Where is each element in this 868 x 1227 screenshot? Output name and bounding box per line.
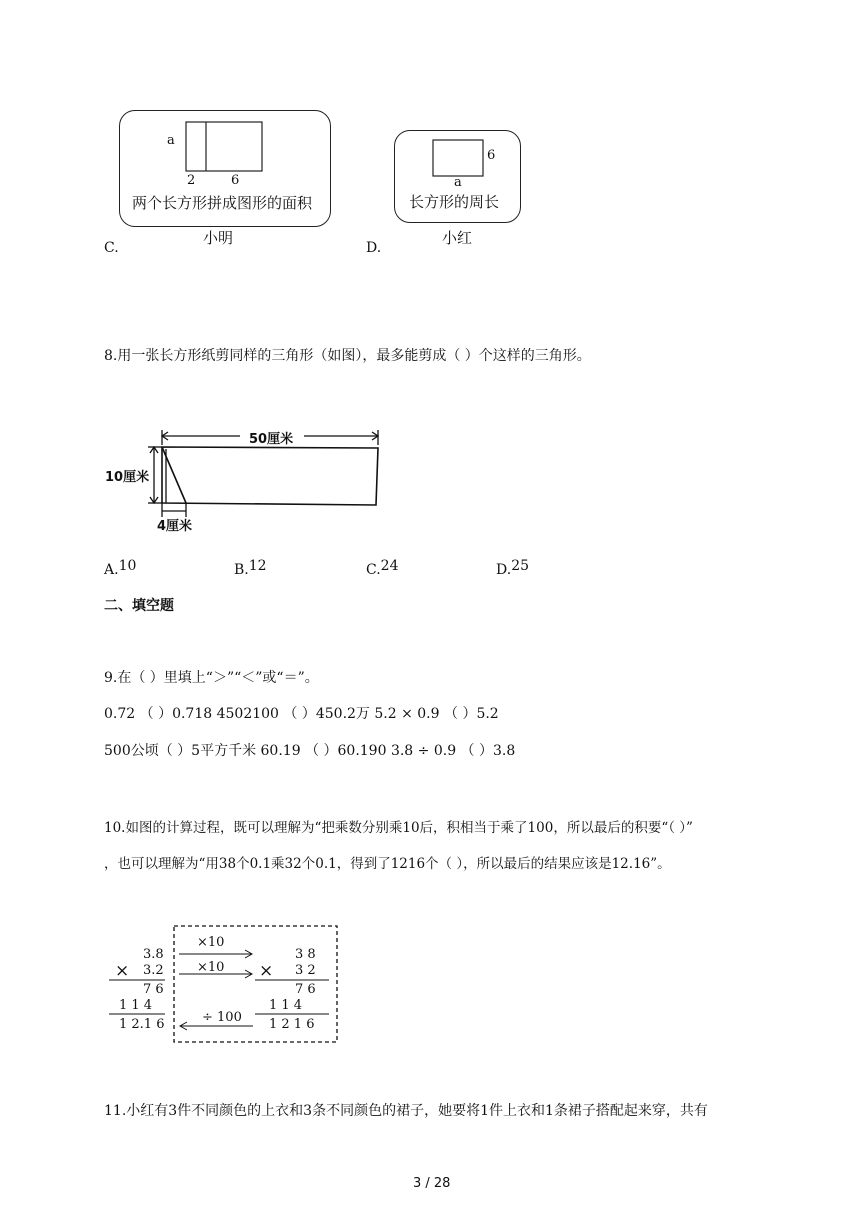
option-d-box <box>394 130 521 223</box>
question-9-line-1: 0.72 （ ）0.718 4502100 （ ）450.2万 5.2 × 0.9 （ ）5.2 <box>104 706 499 722</box>
right-partial-2: 1 1 4 <box>269 998 303 1013</box>
person-xiaoming: 小明 <box>203 229 234 247</box>
arrow-label-times-10-b: ×10 <box>197 960 225 975</box>
option-d-item[interactable] <box>496 558 530 578</box>
section-title: 二、填空题 <box>104 598 174 614</box>
height-label-6: 6 <box>487 148 496 163</box>
option-b-item[interactable] <box>234 558 267 578</box>
left-multiplier: 3.2 <box>143 963 164 978</box>
option-value: 10 <box>118 558 137 574</box>
left-partial-2: 1 1 4 <box>119 998 153 1013</box>
arrow-label-times-10-a: ×10 <box>197 935 225 950</box>
right-product: 1 2 1 6 <box>269 1017 315 1032</box>
option-c-item[interactable] <box>366 558 399 578</box>
left-partial-1: 7 6 <box>143 982 164 997</box>
left-product: 1 2.1 6 <box>119 1017 165 1032</box>
question-8-text: 8.用一张长方形纸剪同样的三角形（如图），最多能剪成（ ）个这样的三角形。 <box>104 348 591 364</box>
option-d-letter: D. <box>366 240 382 256</box>
option-letter: D. <box>496 562 512 578</box>
base-label: 4厘米 <box>157 519 193 534</box>
option-c-box <box>119 110 331 227</box>
page-number: 3 / 28 <box>413 1176 451 1191</box>
question-9-text: 9.在（ ）里填上“＞”“＜”或“＝”。 <box>104 670 319 686</box>
side-label-a: a <box>167 133 175 148</box>
option-letter: B. <box>234 562 249 578</box>
caption-c: 两个长方形拼成图形的面积 <box>132 194 313 212</box>
width-label-6: 6 <box>231 173 240 188</box>
right-times-sign: × <box>259 961 274 981</box>
right-partial-1: 7 6 <box>295 982 316 997</box>
option-letter: A. <box>104 562 119 578</box>
option-a-item[interactable] <box>104 558 137 578</box>
option-value: 25 <box>511 558 530 574</box>
height-label: 10厘米 <box>105 470 150 485</box>
width-label-2: 2 <box>187 173 196 188</box>
left-times-sign: × <box>115 961 130 981</box>
question-11-text: 11.小红有3件不同颜色的上衣和3条不同颜色的裙子，她要将1件上衣和1条裙子搭配起来穿，共有 <box>104 1103 708 1119</box>
question-10-line-2: ，也可以理解为“用38个0.1乘32个0.1，得到了1216个（ ），所以最后的结果应该是12.16”。 <box>104 856 671 872</box>
option-value: 12 <box>248 558 267 574</box>
option-letter: C. <box>366 562 381 578</box>
option-c-letter: C. <box>104 240 119 256</box>
length-label: 50厘米 <box>249 432 294 447</box>
person-xiaohong: 小红 <box>442 229 473 247</box>
right-multiplier: 3 2 <box>295 963 316 978</box>
width-label-a: a <box>454 175 462 190</box>
right-multiplicand: 3 8 <box>295 947 316 962</box>
multiplication-figure <box>105 922 345 1047</box>
question-10-line-1: 10.如图的计算过程，既可以理解为“把乘数分别乘10后，积相当于乘了100，所以最后的积要“（ ）” <box>104 820 693 836</box>
left-multiplicand: 3.8 <box>143 947 164 962</box>
option-value: 24 <box>380 558 399 574</box>
arrow-label-divide-100: ÷ 100 <box>202 1010 242 1025</box>
caption-d: 长方形的周长 <box>409 193 500 211</box>
question-9-line-2: 500公顷（ ）5平方千米 60.19 （ ）60.190 3.8 ÷ 0.9 （ ）3.8 <box>104 743 516 759</box>
